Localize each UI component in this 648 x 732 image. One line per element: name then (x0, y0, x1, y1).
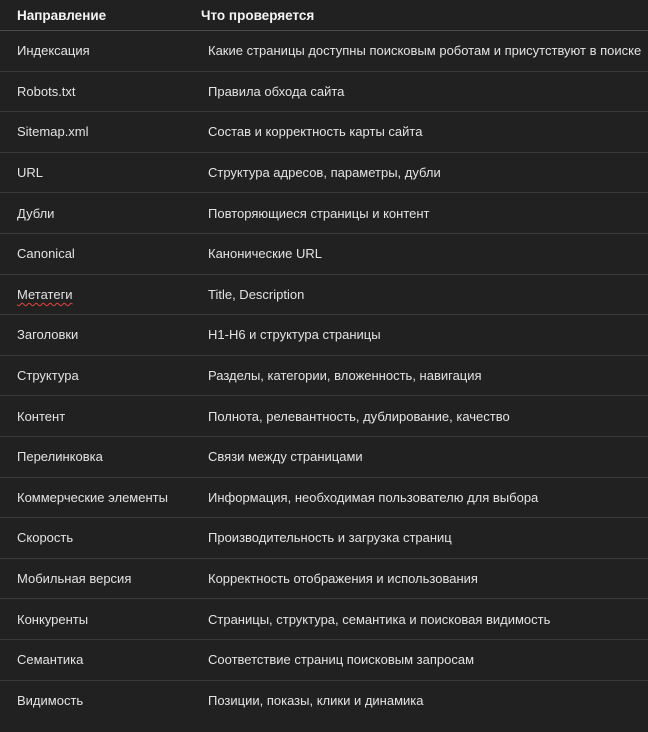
row-direction: Контент (17, 408, 66, 424)
table-row (0, 234, 648, 275)
table-row (0, 153, 648, 194)
row-checked: Соответствие страниц поисковым запросам (208, 652, 475, 668)
row-checked: Какие страницы доступны поисковым роботам и присутствуют в поиске (208, 43, 642, 59)
row-direction: Sitemap.xml (17, 124, 89, 140)
row-checked: Повторяющиеся страницы и контент (208, 205, 430, 221)
row-checked: Информация, необходимая пользователю для выбора (208, 489, 539, 505)
row-direction: Семантика (17, 652, 84, 668)
row-direction: Индексация (17, 43, 90, 59)
table-row (0, 518, 648, 559)
row-direction: Robots.txt (17, 83, 76, 99)
row-checked: Структура адресов, параметры, дубли (208, 165, 441, 181)
table-row (0, 396, 648, 437)
row-direction: URL (17, 165, 44, 181)
table-row (0, 681, 648, 722)
row-checked: H1-H6 и структура страницы (208, 327, 381, 343)
table-header-row (0, 0, 648, 31)
table-row (0, 437, 648, 478)
table-row (0, 315, 648, 356)
table-row (0, 31, 648, 72)
row-direction: Структура (17, 368, 79, 384)
row-checked: Позиции, показы, клики и динамика (208, 693, 424, 709)
row-checked: Состав и корректность карты сайта (208, 124, 423, 140)
row-checked: Разделы, категории, вложенность, навигация (208, 368, 482, 384)
table-row (0, 193, 648, 234)
row-direction: Мобильная версия (17, 571, 132, 587)
row-direction: Конкуренты (17, 611, 89, 627)
table-row (0, 559, 648, 600)
row-direction: Перелинковка (17, 449, 103, 465)
row-checked: Страницы, структура, семантика и поисковая видимость (208, 611, 551, 627)
row-checked: Полнота, релевантность, дублирование, качество (208, 408, 510, 424)
header-checked: Что проверяется (201, 7, 315, 23)
row-direction-cell (0, 287, 191, 302)
table-row (0, 72, 648, 113)
row-checked: Производительность и загрузка страниц (208, 530, 452, 546)
row-checked: Связи между страницами (208, 449, 363, 465)
row-checked: Канонические URL (208, 246, 322, 262)
table-row (0, 275, 648, 316)
row-checked: Title, Description (208, 286, 305, 302)
table-row (0, 112, 648, 153)
row-direction: Видимость (17, 693, 84, 709)
table-row (0, 640, 648, 681)
row-direction: Коммерческие элементы (17, 489, 168, 505)
table-row (0, 599, 648, 640)
row-direction: Заголовки (17, 327, 79, 343)
row-direction: Метатеги (17, 286, 73, 302)
row-direction: Скорость (17, 530, 74, 546)
header-direction: Направление (17, 7, 107, 23)
row-checked: Правила обхода сайта (208, 83, 345, 99)
table-row (0, 478, 648, 519)
row-checked: Корректность отображения и использования (208, 571, 478, 587)
row-direction: Дубли (17, 205, 55, 221)
row-direction: Canonical (17, 246, 75, 262)
table-row (0, 356, 648, 397)
